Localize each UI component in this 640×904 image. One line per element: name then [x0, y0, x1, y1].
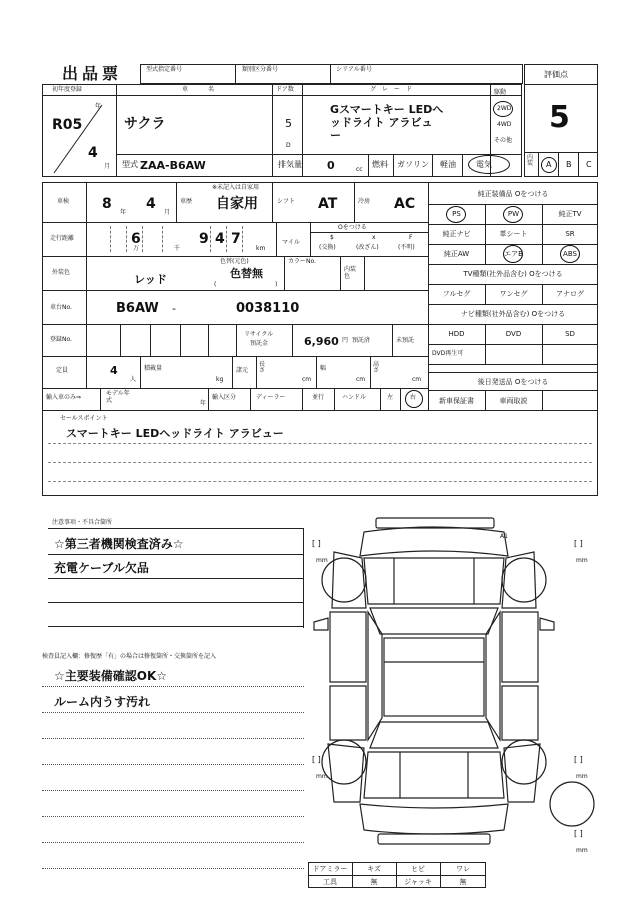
mileage-digit: 9: [199, 231, 209, 247]
mm-label-3: mm: [316, 773, 328, 780]
equip-leather: 革シート: [499, 230, 528, 238]
navi-dvd: DVD: [505, 330, 522, 338]
interior-label: 内装: [527, 154, 534, 167]
grade-label: グレード: [370, 86, 419, 93]
tamper-symbol: x: [372, 234, 376, 241]
mileage-unit-sen: 千: [174, 245, 181, 252]
inspector-line-1: ☆主要装備確認OK☆: [54, 669, 168, 683]
car-name-label: 車名: [182, 86, 235, 93]
mm-label-1: mm: [316, 557, 328, 564]
legend-tools-value: 無: [370, 878, 378, 886]
model-year-label: モデル年式: [106, 390, 130, 404]
dealer-label: ディーラー: [256, 394, 286, 401]
door-value: 5: [285, 117, 292, 130]
model-cert-label: 型式指定番号: [146, 66, 183, 73]
eval-score: 5: [549, 100, 570, 135]
car-name-value: サクラ: [124, 116, 166, 132]
inspection-label: 車検: [57, 198, 70, 205]
load-unit: kg: [216, 376, 224, 383]
exterior-color-value: レッド: [134, 273, 167, 286]
recycle-unit: 円: [342, 337, 349, 344]
legend-mirror: ドアミラー: [312, 865, 348, 873]
tv-analog: アナログ: [556, 290, 584, 298]
tamper-label: (改ざん): [356, 244, 379, 251]
notes-label: 注意事項・不具合箇所: [52, 519, 113, 526]
sales-point-value: スマートキー LEDヘッドライト アラビュー: [66, 427, 284, 440]
chassis-number: 0038110: [236, 301, 300, 316]
mm-label-2: mm: [576, 557, 588, 564]
category-label: 類別区分番号: [242, 66, 279, 73]
handle-right: 右: [410, 394, 417, 401]
door-unit: D: [286, 142, 291, 149]
fuel-electric: 電気: [476, 160, 492, 169]
model-year-unit: 年: [200, 400, 207, 407]
drive-4wd: 4WD: [497, 121, 512, 128]
equip-ps-circle: [446, 206, 466, 223]
capacity-value: 4: [110, 364, 118, 377]
tv-fullseg: フルセグ: [442, 290, 471, 298]
recycle-label-1: リサイクル: [244, 331, 274, 338]
capacity-unit: 人: [130, 376, 137, 383]
equip-abs-circle: [560, 245, 580, 263]
dvd-label: DVD再生可: [432, 350, 464, 357]
first-reg-label: 初年度登録: [52, 86, 83, 93]
notes-line-1: ☆第三者機関検査済み☆: [54, 537, 184, 551]
interior-a: A: [546, 160, 552, 169]
reg-no-label: 登録No.: [50, 336, 72, 343]
inspector-line-2: ルーム内うす汚れ: [54, 695, 151, 709]
legend-break: ワレ: [456, 865, 470, 873]
sheet-title: 出品票: [62, 64, 123, 83]
mileage-label: 走行距離: [50, 235, 75, 242]
handle-left: 左: [387, 394, 394, 401]
mm-label-4: mm: [576, 773, 588, 780]
unknown-label: (不明): [398, 244, 415, 251]
ac-label: 冷房: [358, 198, 371, 205]
chassis-prefix: B6AW: [116, 301, 159, 316]
mileage-unit-man: 万: [133, 245, 140, 252]
interior-b: B: [566, 160, 572, 169]
equip-abs: ABS: [563, 250, 577, 258]
drive-label: 駆動: [494, 89, 507, 96]
equip-airbag: エアB: [504, 250, 523, 258]
navi-sd: SD: [565, 330, 575, 338]
month-value: 4: [88, 145, 98, 161]
color-change-value: 色替無: [230, 267, 263, 280]
color-paren-open: (: [214, 281, 217, 288]
history-label: 車歴: [180, 198, 193, 205]
eval-label: 評価点: [544, 70, 568, 79]
notes-line-2: 充電ケーブル欠品: [54, 561, 149, 575]
capacity-label: 定員: [56, 367, 69, 374]
recycle-value: 6,960: [304, 335, 339, 348]
exchange-label: (交換): [319, 244, 336, 251]
legend-scratch: キズ: [367, 865, 381, 873]
inspection-month: 4: [146, 196, 156, 212]
fuel-light-oil: 軽油: [440, 160, 456, 169]
inspector-label: 検査員記入欄：修復歴「有」の場合は修復箇所・交換箇所を記入: [42, 653, 217, 660]
equip-navi: 純正ナビ: [442, 230, 471, 238]
sales-point-label: セールスポイント: [60, 415, 108, 422]
drive-2wd-circle: [493, 101, 513, 117]
fuel-gasoline: ガソリン: [397, 160, 429, 169]
import-category-label: 輸入区分: [212, 394, 237, 401]
after-manual: 車両取説: [499, 397, 528, 405]
length-unit: cm: [302, 376, 312, 383]
navi-title: ナビ種類(社外品含む) Oをつける: [460, 310, 566, 318]
displacement-value: 0: [327, 159, 335, 172]
mileage-unit-km: km: [256, 245, 266, 252]
header-id-box: [140, 64, 523, 84]
history-value: 自家用: [216, 196, 258, 212]
handle-right-circle: [405, 390, 423, 408]
equip-ps: PS: [452, 210, 461, 218]
fuel-electric-circle: [468, 155, 510, 174]
mileage-digit: 6: [131, 231, 141, 247]
parallel-label: 並行: [312, 394, 325, 401]
history-note: ※未記入は自家用: [212, 184, 260, 191]
genuine-title: 純正装備品 Oをつける: [477, 190, 549, 198]
equip-pw-circle: [503, 206, 523, 223]
equip-aw: 純正AW: [443, 250, 470, 258]
tv-title: TV種類(社外品含む) Oをつける: [463, 270, 563, 278]
inspection-year: 8: [102, 196, 112, 212]
equip-sr: SR: [565, 230, 575, 238]
mark-note: Oをつける: [338, 224, 367, 231]
inspection-year-unit: 年: [120, 209, 127, 216]
load-label: 積載量: [144, 365, 163, 372]
model-value: ZAA-B6AW: [140, 159, 206, 172]
height-label: 高さ: [373, 361, 380, 374]
door-label: ドア数: [276, 86, 294, 93]
dims-label: 諸元: [236, 367, 249, 374]
drive-2wd: 2WD: [497, 105, 512, 112]
tv-oneseg: ワンセグ: [499, 290, 528, 298]
width-unit: cm: [356, 376, 366, 383]
mm-label-5: mm: [576, 847, 588, 854]
serial-label: シリアル番号: [336, 66, 372, 73]
legend-tools: 工具: [323, 878, 337, 886]
displacement-label: 排気量: [278, 160, 302, 169]
color-change-label: 色替(元色): [220, 258, 249, 265]
recycle-paid: 預託済: [352, 337, 371, 344]
inspection-month-unit: 月: [164, 209, 171, 216]
navi-hdd: HDD: [448, 330, 465, 338]
chassis-dash: -: [172, 302, 176, 315]
color-no-label: カラーNo.: [288, 258, 316, 265]
import-label: 輸入車のみ⇒: [46, 394, 82, 401]
damage-mark: A1: [500, 533, 508, 540]
shift-value: AT: [318, 196, 338, 212]
recycle-label-2: 預託金: [250, 340, 269, 347]
length-label: 長さ: [259, 361, 266, 374]
chassis-label: 車台No.: [50, 304, 72, 311]
after-warranty: 新車保証書: [439, 397, 474, 405]
car-damage-diagram: [304, 512, 604, 862]
height-unit: cm: [412, 376, 422, 383]
equip-pw: PW: [507, 210, 520, 218]
mileage-digit: 7: [231, 231, 241, 247]
grade-line-3: ー: [330, 129, 341, 142]
handle-label: ハンドル: [342, 394, 367, 401]
year-unit: 年: [95, 103, 102, 110]
exchange-symbol: $: [330, 234, 334, 241]
equip-tv: 純正TV: [558, 210, 582, 218]
shift-label: シフト: [277, 198, 296, 205]
exterior-color-label: 外装色: [52, 269, 71, 276]
mile-label: マイル: [282, 239, 300, 246]
model-label: 型式: [122, 160, 138, 169]
fuel-label: 燃料: [372, 160, 388, 169]
month-unit: 月: [104, 163, 111, 170]
grade-line-2: ッドライト アラビュ: [330, 116, 433, 129]
displacement-unit: cc: [356, 166, 363, 173]
mileage-digit: 4: [215, 231, 225, 247]
unknown-symbol: F: [409, 234, 413, 241]
interior-c: C: [586, 160, 592, 169]
ac-value: AC: [394, 196, 416, 212]
interior-color-label: 内装色: [344, 266, 357, 281]
width-label: 幅: [320, 365, 327, 372]
interior-a-circle: [541, 157, 557, 173]
legend-jack: ジャッキ: [404, 878, 432, 886]
grade-line-1: Gスマートキー LEDへ: [330, 103, 444, 116]
drive-other: その他: [494, 137, 513, 144]
legend-crack: ヒビ: [411, 865, 425, 873]
color-paren-close: ): [275, 281, 278, 288]
year-value: R05: [52, 117, 83, 133]
after-title: 後日発送品 Oをつける: [477, 378, 549, 386]
equip-airbag-circle: [503, 245, 523, 263]
recycle-unpaid: 未預託: [396, 337, 415, 344]
legend-jack-value: 無: [459, 878, 467, 886]
